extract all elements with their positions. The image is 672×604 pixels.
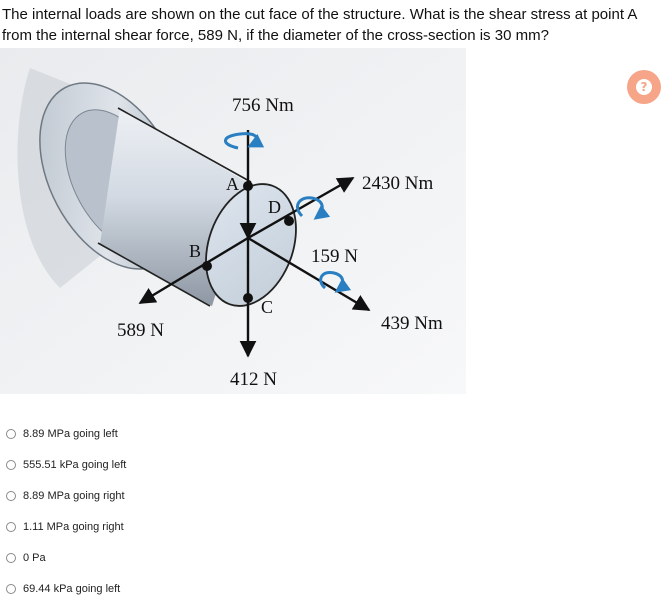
label-2430nm: 2430 Nm [362, 173, 434, 194]
answer-option-label: 69.44 kPa going left [23, 582, 121, 595]
answer-option-label: 555.51 kPa going left [23, 458, 127, 471]
answer-options [6, 418, 126, 604]
label-439nm: 439 Nm [381, 313, 443, 334]
radio-button[interactable] [6, 429, 16, 439]
answer-option-5[interactable] [6, 542, 126, 573]
answer-option-label: 8.89 MPa going left [23, 427, 118, 440]
answer-option-2[interactable] [6, 449, 126, 480]
help-button[interactable] [627, 70, 661, 104]
point-a-dot [243, 181, 253, 191]
point-d-dot [284, 216, 294, 226]
answer-option-1[interactable] [6, 418, 126, 449]
radio-button[interactable] [6, 491, 16, 501]
answer-option-label: 0 Pa [23, 551, 46, 564]
label-756nm: 756 Nm [232, 95, 294, 116]
point-b-dot [202, 261, 212, 271]
question-circle-icon: ? [636, 79, 652, 95]
question-text: The internal loads are shown on the cut face of the structure. What is the shear stress at point A from the internal shear force, 589 N, if the diameter of the cross-section is 30 mm? [2, 6, 637, 44]
label-point-b: B [189, 241, 202, 261]
answer-option-6[interactable] [6, 573, 126, 604]
answer-option-label: 8.89 MPa going right [23, 489, 125, 502]
label-point-a: A [226, 174, 239, 194]
answer-option-label: 1.11 MPa going right [23, 520, 124, 533]
label-589n: 589 N [117, 320, 164, 341]
radio-button[interactable] [6, 522, 16, 532]
label-point-d: D [268, 197, 281, 217]
label-point-c: C [261, 297, 274, 317]
label-159n: 159 N [311, 246, 358, 267]
radio-button[interactable] [6, 553, 16, 563]
structure-figure [0, 48, 470, 394]
radio-button[interactable] [6, 584, 16, 594]
radio-button[interactable] [6, 460, 16, 470]
point-c-dot [243, 293, 253, 303]
answer-option-3[interactable] [6, 480, 126, 511]
label-412n: 412 N [230, 369, 277, 390]
answer-option-4[interactable] [6, 511, 126, 542]
